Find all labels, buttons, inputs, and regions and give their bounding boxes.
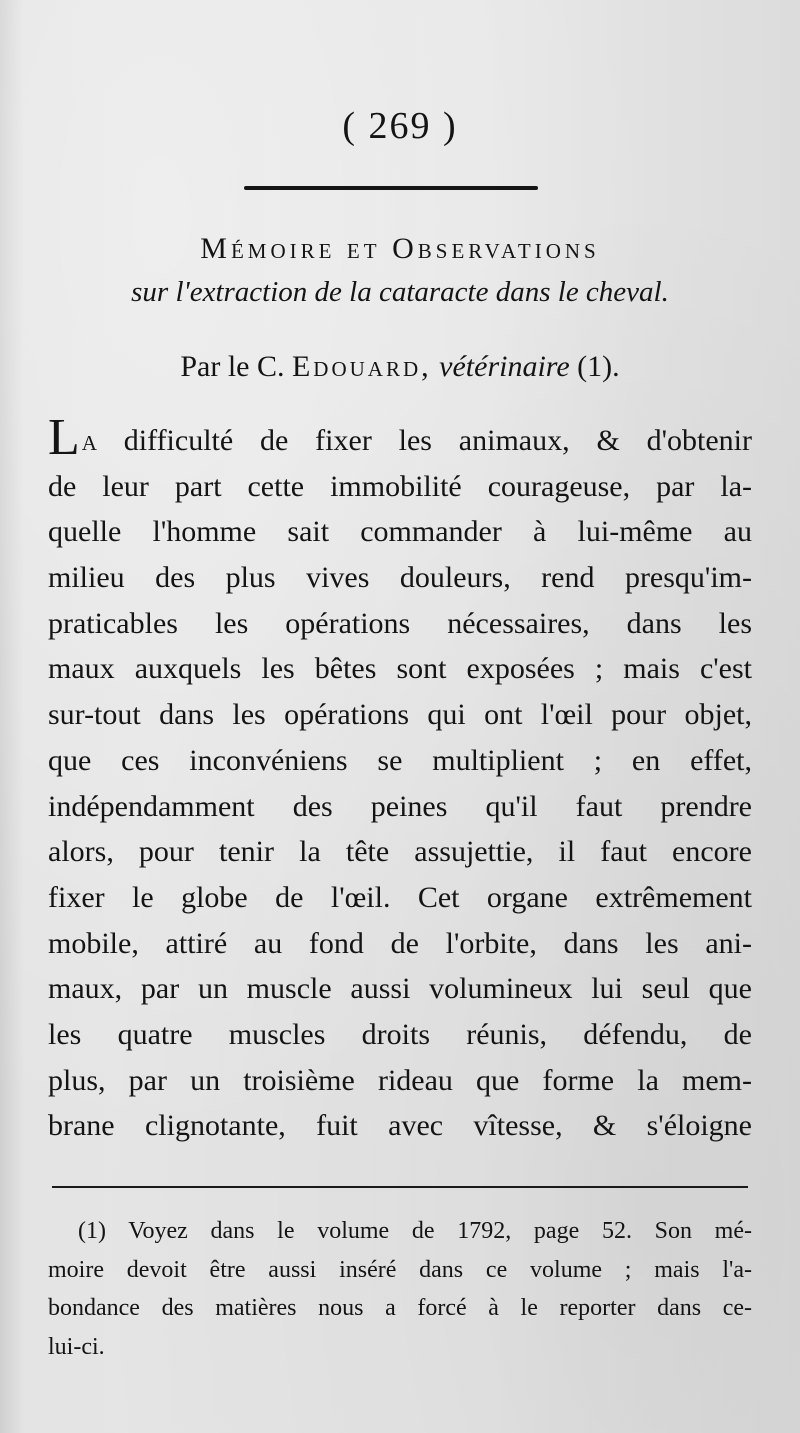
author-role: vétérinaire: [439, 350, 570, 383]
footnote-line: lui-ci.: [48, 1333, 105, 1360]
body-line: brane clignotante, fuit avec vîtesse, & s'éloigne: [48, 1109, 752, 1143]
header-rule: [244, 186, 538, 190]
body-line: maux, par un muscle aussi volumineux lui seul que: [48, 972, 752, 1006]
body-line: fixer le globe de l'œil. Cet organe extrêmement: [48, 880, 752, 914]
chapter-title: Mémoire et Observations: [200, 232, 600, 265]
body-line: milieu des plus vives douleurs, rend presqu'im-: [48, 561, 752, 595]
body-line: les quatre muscles droits réunis, défendu, de: [48, 1017, 752, 1051]
body-line: que ces inconvéniens se multiplient ; en effet,: [48, 743, 752, 777]
body-line: mobile, attiré au fond de l'orbite, dans les ani-: [48, 926, 752, 960]
body-line: de leur part cette immobilité courageuse, par la-: [48, 469, 752, 503]
first-word-rest: a: [81, 424, 97, 457]
author-byline: [0, 350, 800, 384]
footnote-line: moire devoit être aussi inséré dans ce volume ; mais l'a-: [48, 1256, 752, 1283]
body-line-text: difficulté de fixer les animaux, & d'obtenir: [123, 424, 753, 457]
footnote-rule: [52, 1186, 748, 1188]
byline-prefix: Par le C.: [180, 350, 285, 383]
body-line: indépendamment des peines qu'il faut prendre: [48, 789, 752, 823]
footnote-line: bondance des matières nous a forcé à le reporter dans ce-: [48, 1295, 752, 1321]
footnote-reference: (1).: [577, 350, 620, 383]
body-paragraph: [48, 409, 753, 1149]
body-line: quelle l'homme sait commander à lui-même au: [48, 515, 752, 549]
body-line: sur-tout dans les opérations qui ont l'œil pour objet,: [48, 698, 752, 732]
footnote-line: (1) Voyez dans le volume de 1792, page 52. Son mé-: [78, 1218, 752, 1244]
page-number: ( 269 ): [342, 105, 458, 147]
author-name: Edouard,: [291, 350, 432, 383]
body-line: alors, pour tenir la tête assujettie, il faut encore: [48, 835, 752, 869]
body-line: praticables les opérations nécessaires, dans les: [48, 606, 752, 640]
body-line: plus, par un troisième rideau que forme la mem-: [48, 1063, 752, 1097]
footnote: [48, 1212, 752, 1366]
body-line: maux auxquels les bêtes sont exposées ; mais c'est: [48, 652, 752, 686]
chapter-subtitle: sur l'extraction de la cataracte dans le cheval.: [131, 276, 669, 308]
drop-cap: L: [48, 409, 80, 466]
body-line: [48, 409, 753, 466]
